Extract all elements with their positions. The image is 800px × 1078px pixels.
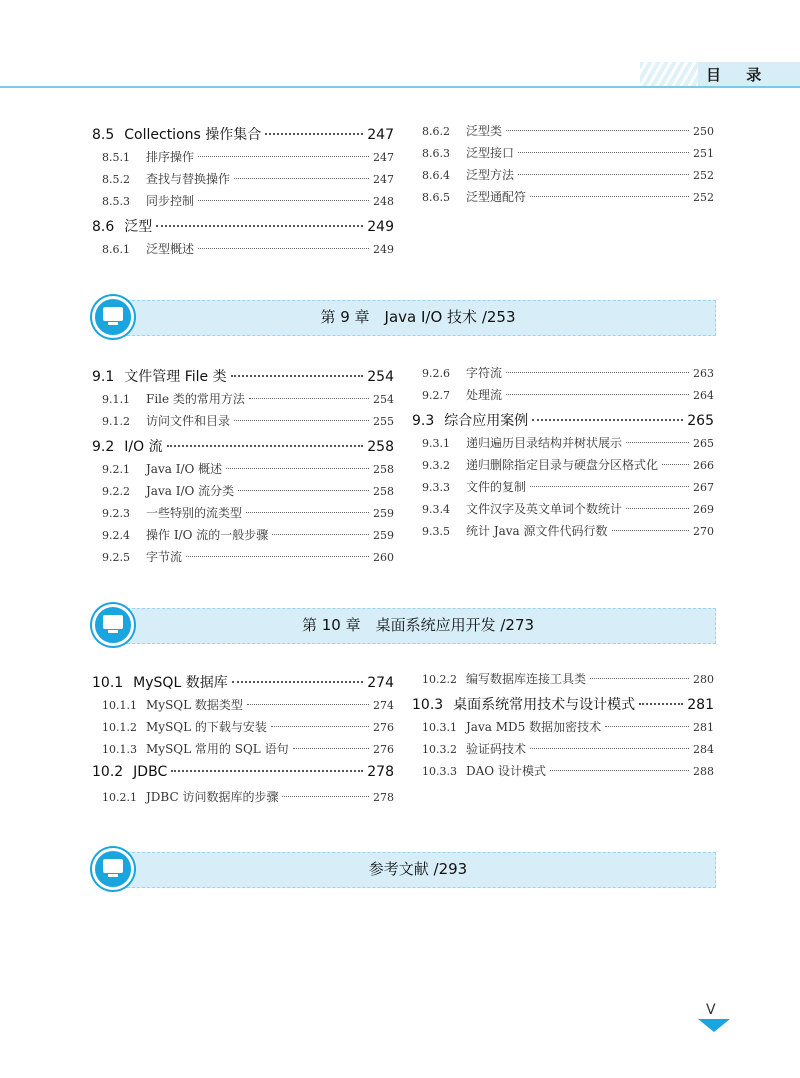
- toc-block1-right: [412, 118, 714, 210]
- dot-leader: [293, 748, 369, 749]
- chapter-9-banner: [92, 298, 716, 338]
- dot-leader: [605, 726, 689, 727]
- entry-page: 265: [687, 413, 714, 429]
- entry-title: File 类的常用方法: [146, 392, 245, 406]
- dot-leader: [271, 726, 369, 727]
- toc-subsection-entry[interactable]: [102, 460, 394, 478]
- toc-subsection-entry[interactable]: [102, 192, 394, 210]
- entry-number: 8.6.3: [422, 147, 450, 160]
- dot-leader: [265, 133, 363, 135]
- entry-page: 255: [373, 415, 394, 428]
- entry-title: 泛型类: [466, 124, 503, 138]
- entry-number: 9.2.5: [102, 551, 130, 564]
- entry-page: 251: [693, 147, 714, 160]
- dot-leader: [550, 770, 689, 771]
- dot-leader: [282, 796, 369, 797]
- down-arrow-icon: [698, 1019, 730, 1032]
- entry-number: 9.1: [92, 369, 115, 385]
- entry-number: 10.3.3: [422, 765, 457, 778]
- entry-page: 249: [373, 243, 394, 256]
- entry-page: 269: [693, 503, 714, 516]
- entry-page: 259: [373, 507, 394, 520]
- dot-leader: [198, 248, 369, 249]
- entry-page: 254: [367, 369, 394, 385]
- dot-leader: [612, 530, 689, 531]
- toc-subsection-entry[interactable]: [422, 740, 714, 758]
- header-stripes: [640, 62, 700, 86]
- entry-number: 9.3: [412, 413, 435, 429]
- header-title: 目 录: [706, 66, 772, 84]
- toc-block1-left: [92, 118, 394, 262]
- entry-page: 250: [693, 125, 714, 138]
- page-number: V: [706, 1002, 716, 1018]
- references-title: 参考文献 /293: [368, 860, 468, 878]
- entry-title: Java I/O 概述: [146, 462, 223, 476]
- dot-leader: [626, 442, 689, 443]
- entry-title: 查找与替换操作: [146, 172, 231, 186]
- toc-subsection-entry[interactable]: [102, 526, 394, 544]
- entry-page: 278: [373, 791, 394, 804]
- entry-page: 267: [693, 481, 714, 494]
- toc-subsection-entry[interactable]: [102, 788, 394, 806]
- entry-number: 10.1: [92, 675, 124, 691]
- entry-title: 操作 I/O 流的一般步骤: [146, 528, 269, 542]
- dot-leader: [506, 372, 689, 373]
- entry-page: 266: [693, 459, 714, 472]
- entry-number: 9.2.3: [102, 507, 130, 520]
- chapter-title: 第 9 章 Java I/O 技术 /253: [320, 308, 516, 326]
- entry-page: 284: [693, 743, 714, 756]
- entry-number: 8.6.5: [422, 191, 450, 204]
- entry-number: 8.6.2: [422, 125, 450, 138]
- entry-page: 252: [693, 169, 714, 182]
- toc-subsection-entry[interactable]: [102, 390, 394, 408]
- entry-title: 综合应用案例: [444, 413, 529, 429]
- toc-block2-right: [412, 360, 714, 544]
- entry-title: 排序操作: [146, 150, 195, 164]
- dot-leader: [247, 704, 369, 705]
- entry-page: 259: [373, 529, 394, 542]
- references-banner: [92, 850, 716, 890]
- dot-leader: [186, 556, 369, 557]
- entry-page: 278: [367, 764, 394, 780]
- toc-subsection-entry[interactable]: [102, 504, 394, 522]
- entry-page: 252: [693, 191, 714, 204]
- entry-title: 泛型接口: [466, 146, 515, 160]
- entry-page: 247: [367, 127, 394, 143]
- entry-title: 字节流: [146, 550, 183, 564]
- entry-title: 同步控制: [146, 194, 195, 208]
- toc-section-entry[interactable]: [92, 366, 394, 386]
- toc-subsection-entry[interactable]: [422, 122, 714, 140]
- entry-title: JDBC: [133, 764, 168, 780]
- entry-number: 9.3.2: [422, 459, 450, 472]
- entry-page: 274: [367, 675, 394, 691]
- toc-block3-left: [92, 666, 394, 810]
- running-header: [640, 62, 800, 86]
- entry-page: 276: [373, 721, 394, 734]
- toc-subsection-entry[interactable]: [102, 696, 394, 714]
- entry-page: 249: [367, 219, 394, 235]
- toc-subsection-entry[interactable]: [422, 188, 714, 206]
- toc-subsection-entry[interactable]: [422, 434, 714, 452]
- header-rule: [0, 86, 800, 88]
- entry-title: 泛型通配符: [466, 190, 527, 204]
- entry-page: 258: [373, 485, 394, 498]
- entry-title: 字符流: [466, 366, 503, 380]
- entry-number: 9.2: [92, 439, 115, 455]
- toc-subsection-entry[interactable]: [102, 482, 394, 500]
- dot-leader: [232, 681, 364, 683]
- dot-leader: [530, 196, 689, 197]
- entry-number: 9.3.1: [422, 437, 450, 450]
- entry-page: 276: [373, 743, 394, 756]
- dot-leader: [639, 703, 683, 705]
- toc-subsection-entry[interactable]: [422, 762, 714, 780]
- entry-page: 258: [373, 463, 394, 476]
- entry-number: 8.5.3: [102, 195, 130, 208]
- toc-subsection-entry[interactable]: [102, 718, 394, 736]
- toc-section-entry[interactable]: [92, 124, 394, 144]
- entry-title: 递归删除指定目录与硬盘分区格式化: [466, 458, 659, 472]
- toc-subsection-entry[interactable]: [422, 500, 714, 518]
- entry-page: 265: [693, 437, 714, 450]
- entry-number: 10.3: [412, 697, 444, 713]
- entry-title: 验证码技术: [466, 742, 527, 756]
- entry-title: Collections 操作集合: [124, 127, 262, 143]
- entry-page: 260: [373, 551, 394, 564]
- entry-number: 8.5.2: [102, 173, 130, 186]
- entry-page: 254: [373, 393, 394, 406]
- toc-subsection-entry[interactable]: [422, 144, 714, 162]
- entry-title: 文件汉字及英文单词个数统计: [466, 502, 623, 516]
- entry-number: 10.1.1: [102, 699, 137, 712]
- entry-number: 9.2.6: [422, 367, 450, 380]
- toc-subsection-entry[interactable]: [102, 170, 394, 188]
- entry-title: I/O 流: [124, 439, 163, 455]
- entry-number: 9.3.5: [422, 525, 450, 538]
- entry-number: 10.3.2: [422, 743, 457, 756]
- toc-section-entry[interactable]: [92, 672, 394, 692]
- dot-leader: [530, 748, 689, 749]
- entry-number: 9.2.7: [422, 389, 450, 402]
- entry-number: 9.3.3: [422, 481, 450, 494]
- entry-title: 编写数据库连接工具类: [466, 672, 587, 686]
- dot-leader: [198, 156, 369, 157]
- toc-subsection-entry[interactable]: [422, 166, 714, 184]
- toc-section-entry[interactable]: [92, 436, 394, 456]
- chapter-10-banner: [92, 606, 716, 646]
- entry-page: 247: [373, 151, 394, 164]
- entry-number: 10.2.1: [102, 791, 137, 804]
- entry-title: 泛型方法: [466, 168, 515, 182]
- toc-subsection-entry[interactable]: [422, 670, 714, 688]
- dot-leader: [246, 512, 369, 513]
- toc-section-entry[interactable]: [412, 410, 714, 430]
- entry-title: 文件的复制: [466, 480, 527, 494]
- dot-leader: [156, 225, 363, 227]
- entry-title: 统计 Java 源文件代码行数: [466, 524, 608, 538]
- entry-number: 9.3.4: [422, 503, 450, 516]
- entry-title: 泛型概述: [146, 242, 195, 256]
- entry-number: 8.5.1: [102, 151, 130, 164]
- toc-block2-left: [92, 360, 394, 570]
- toc-subsection-entry[interactable]: [102, 412, 394, 430]
- entry-number: 9.2.2: [102, 485, 130, 498]
- entry-page: 248: [373, 195, 394, 208]
- entry-number: 10.1.3: [102, 743, 137, 756]
- toc-block3-right: [412, 666, 714, 784]
- entry-number: 8.6.1: [102, 243, 130, 256]
- toc-subsection-entry[interactable]: [102, 548, 394, 566]
- dot-leader: [626, 508, 689, 509]
- entry-number: 8.6: [92, 219, 115, 235]
- toc-subsection-entry[interactable]: [422, 364, 714, 382]
- entry-title: JDBC 访问数据库的步骤: [146, 790, 279, 804]
- entry-number: 9.1.2: [102, 415, 130, 428]
- toc-subsection-entry[interactable]: [422, 478, 714, 496]
- dot-leader: [506, 394, 689, 395]
- dot-leader: [518, 174, 689, 175]
- dot-leader: [518, 152, 689, 153]
- entry-title: 访问文件和目录: [146, 414, 231, 428]
- dot-leader: [532, 419, 683, 421]
- toc-section-entry[interactable]: [92, 764, 394, 784]
- entry-number: 8.5: [92, 127, 115, 143]
- entry-title: 文件管理 File 类: [124, 369, 227, 385]
- entry-number: 9.2.4: [102, 529, 130, 542]
- entry-title: Java I/O 流分类: [146, 484, 235, 498]
- entry-page: 280: [693, 673, 714, 686]
- entry-number: 10.2.2: [422, 673, 457, 686]
- dot-leader: [272, 534, 369, 535]
- entry-title: DAO 设计模式: [466, 764, 546, 778]
- toc-subsection-entry[interactable]: [422, 522, 714, 540]
- entry-page: 288: [693, 765, 714, 778]
- dot-leader: [249, 398, 369, 399]
- toc-subsection-entry[interactable]: [102, 740, 394, 758]
- dot-leader: [506, 130, 689, 131]
- entry-page: 270: [693, 525, 714, 538]
- entry-page: 263: [693, 367, 714, 380]
- entry-number: 10.3.1: [422, 721, 457, 734]
- entry-number: 9.2.1: [102, 463, 130, 476]
- dot-leader: [198, 200, 369, 201]
- toc-subsection-entry[interactable]: [102, 240, 394, 258]
- entry-number: 10.2: [92, 764, 124, 780]
- toc-subsection-entry[interactable]: [422, 386, 714, 404]
- entry-page: 281: [693, 721, 714, 734]
- dot-leader: [171, 770, 363, 772]
- entry-title: MySQL 常用的 SQL 语句: [146, 742, 289, 756]
- entry-number: 10.1.2: [102, 721, 137, 734]
- dot-leader: [231, 375, 364, 377]
- entry-page: 281: [687, 697, 714, 713]
- toc-section-entry[interactable]: [92, 216, 394, 236]
- entry-number: 9.1.1: [102, 393, 130, 406]
- dot-leader: [234, 178, 369, 179]
- dot-leader: [226, 468, 369, 469]
- entry-title: 递归遍历目录结构并树状展示: [466, 436, 623, 450]
- dot-leader: [234, 420, 369, 421]
- dot-leader: [662, 464, 689, 465]
- entry-page: 258: [367, 439, 394, 455]
- toc-section-entry[interactable]: [412, 694, 714, 714]
- entry-page: 264: [693, 389, 714, 402]
- dot-leader: [238, 490, 369, 491]
- entry-page: 247: [373, 173, 394, 186]
- toc-subsection-entry[interactable]: [102, 148, 394, 166]
- entry-title: MySQL 的下载与安装: [146, 720, 267, 734]
- toc-subsection-entry[interactable]: [422, 718, 714, 736]
- entry-title: MySQL 数据类型: [146, 698, 243, 712]
- entry-title: Java MD5 数据加密技术: [466, 720, 602, 734]
- entry-number: 8.6.4: [422, 169, 450, 182]
- entry-title: MySQL 数据库: [133, 675, 228, 691]
- dot-leader: [167, 445, 364, 447]
- toc-subsection-entry[interactable]: [422, 456, 714, 474]
- entry-title: 一些特别的流类型: [146, 506, 243, 520]
- entry-title: 桌面系统常用技术与设计模式: [453, 697, 636, 713]
- entry-title: 泛型: [124, 219, 153, 235]
- dot-leader: [530, 486, 689, 487]
- entry-title: 处理流: [466, 388, 503, 402]
- dot-leader: [590, 678, 689, 679]
- chapter-title: 第 10 章 桌面系统应用开发 /273: [301, 616, 535, 634]
- entry-page: 274: [373, 699, 394, 712]
